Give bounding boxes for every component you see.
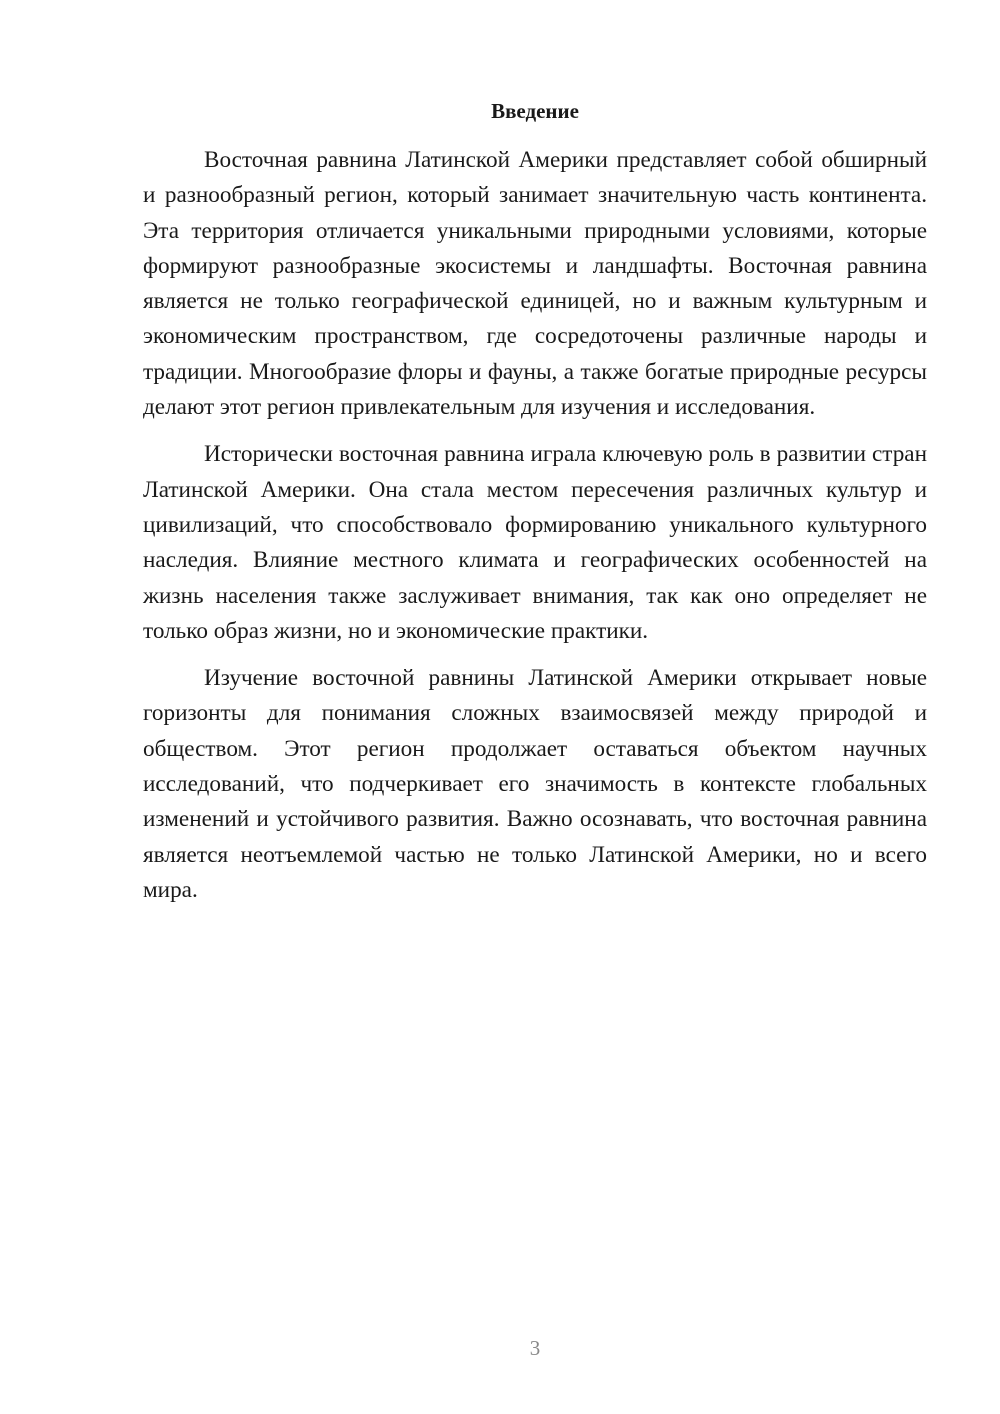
paragraph-1: Восточная равнина Латинской Америки представляет собой обширный и разнообразный регион, который занимает значительную часть континента. Эта территория отличается уникальными природными условиями, которые формируют разнообразные экосистемы и ландшафты. Восточная равнина является не только географической единицей, но и важным культурным и экономическим пространством, где сосредоточены различные народы и традиции. Многообразие флоры и фауны, а также богатые природные ресурсы делают этот регион привлекательным для изучения и исследования.: [143, 147, 927, 421]
section-title: Введение: [491, 99, 579, 123]
body-text: [143, 143, 927, 908]
page-number: 3: [529, 1336, 541, 1360]
paragraph-3: Изучение восточной равнины Латинской Америки открывает новые горизонты для понимания сложных взаимосвязей между природой и обществом. Этот регион продолжает оставаться объектом научных исследований, что подчеркивает его значимость в контексте глобальных изменений и устойчивого развития. Важно осознавать, что восточная равнина является неотъемлемой частью не только Латинской Америки, но и всего мира.: [143, 665, 927, 903]
paragraph-2: Исторически восточная равнина играла ключевую роль в развитии стран Латинской Америки. Она стала местом пересечения различных культур и цивилизаций, что способствовало формированию уникального культурного наследия. Влияние местного климата и географических особенностей на жизнь населения также заслуживает внимания, так как оно определяет не только образ жизни, но и экономические практики.: [143, 441, 927, 644]
